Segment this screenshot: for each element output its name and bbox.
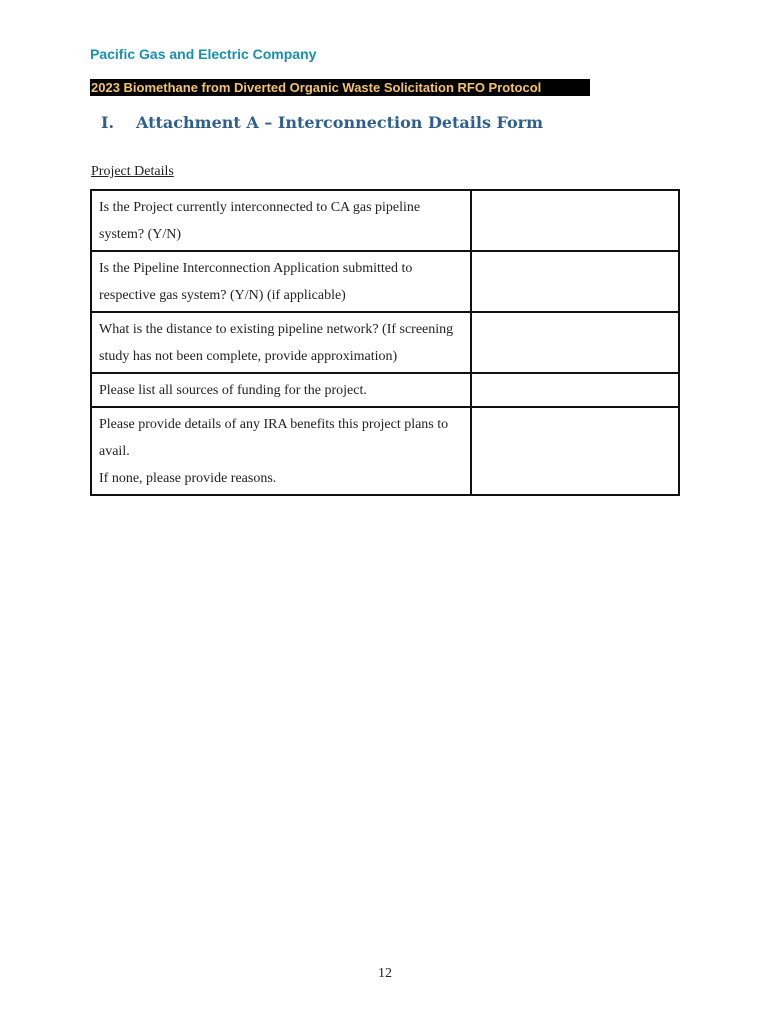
table-row — [91, 190, 679, 251]
question-text: Is the Project currently interconnected to CA gas pipeline system? (Y/N) — [99, 200, 421, 242]
answer-cell[interactable] — [471, 312, 679, 373]
page-number: 12 — [378, 966, 392, 981]
question-cell — [91, 312, 471, 373]
answer-cell[interactable] — [471, 190, 679, 251]
company-name: Pacific Gas and Electric Company — [90, 46, 317, 62]
table-row — [91, 407, 679, 495]
question-cell — [91, 373, 471, 407]
protocol-title: 2023 Biomethane from Diverted Organic Waste Solicitation RFO Protocol — [91, 80, 542, 95]
table-row — [91, 312, 679, 373]
question-text: What is the distance to existing pipeline network? (If screening study has not been complete, provide approximation) — [99, 322, 454, 364]
answer-cell[interactable] — [471, 373, 679, 407]
project-details-label: Project Details — [91, 164, 174, 179]
table-row — [91, 373, 679, 407]
section-number: I. — [101, 113, 115, 132]
protocol-title-banner — [90, 79, 590, 96]
section-heading — [101, 113, 543, 132]
question-cell — [91, 190, 471, 251]
question-text: Please list all sources of funding for the project. — [99, 383, 367, 398]
question-cell — [91, 407, 471, 495]
question-text: Please provide details of any IRA benefits this project plans to avail. — [99, 417, 449, 459]
answer-cell[interactable] — [471, 251, 679, 312]
question-cell — [91, 251, 471, 312]
table-row — [91, 251, 679, 312]
interconnection-details-table — [90, 189, 680, 496]
question-text: Is the Pipeline Interconnection Application submitted to respective gas system? (Y/N) (if applicable) — [99, 261, 413, 303]
section-title: Attachment A – Interconnection Details Form — [136, 113, 544, 132]
answer-cell[interactable] — [471, 407, 679, 495]
question-text-second-line: If none, please provide reasons. — [99, 471, 277, 486]
